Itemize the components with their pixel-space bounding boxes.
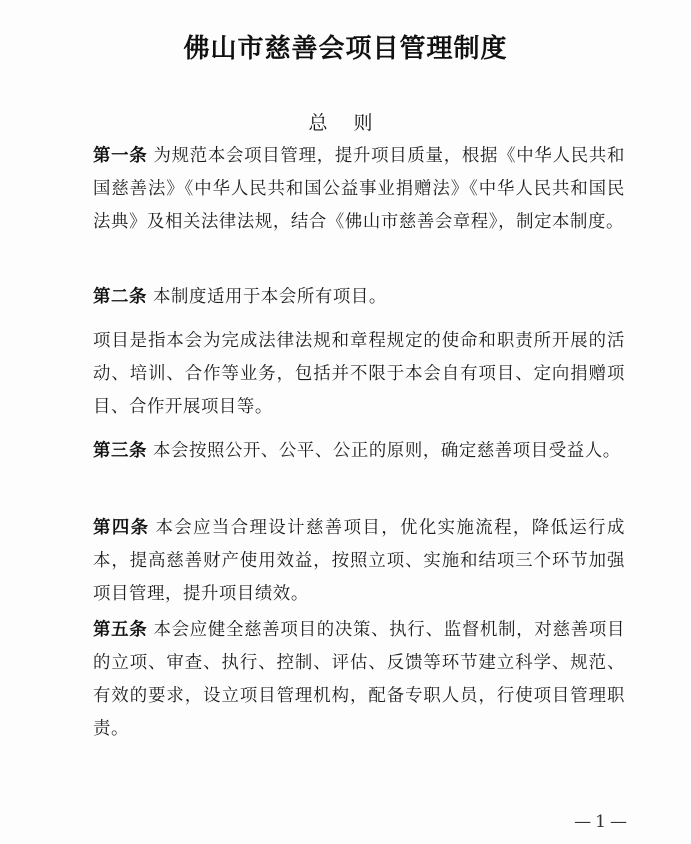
article-label: 第五条 — [93, 620, 148, 640]
paragraph-article-3 — [93, 435, 625, 468]
paragraph-text: 项目是指本会为完成法律法规和章程规定的使命和职责所开展的活动、培训、合作等业务，包括并不限于本会自有项目、定向捐赠项目、合作开展项目等。 — [93, 331, 625, 417]
paragraph-article-4 — [93, 512, 625, 611]
article-text: 本会应健全慈善项目的决策、执行、监督机制，对慈善项目的立项、审查、执行、控制、评估、反馈等环节建立科学、规范、有效的要求，设立项目管理机构，配备专职人员，行使项目管理职责。 — [93, 620, 625, 739]
document-title: 佛山市慈善会项目管理制度 — [183, 34, 508, 64]
article-label: 第三条 — [93, 441, 147, 461]
page-number: —1— — [574, 812, 631, 832]
article-text: 本会应当合理设计慈善项目，优化实施流程，降低运行成本，提高慈善财产使用效益，按照立项、实施和结项三个环节加强项目管理，提升项目绩效。 — [93, 518, 625, 604]
paragraph-article-1 — [93, 140, 625, 239]
paragraph-article-2 — [93, 281, 625, 314]
article-text: 本制度适用于本会所有项目。 — [152, 287, 387, 307]
article-text: 为规范本会项目管理，提升项目质量，根据《中华人民共和国慈善法》《中华人民共和国公益事业捐赠法》《中华人民共和国民法典》及相关法律法规，结合《佛山市慈善会章程》，制定本制度。 — [93, 146, 625, 232]
article-label: 第一条 — [93, 146, 148, 166]
paragraph-article-5 — [93, 614, 625, 746]
paragraph-project-definition — [93, 325, 625, 424]
article-text: 本会按照公开、公平、公正的原则，确定慈善项目受益人。 — [152, 441, 621, 461]
article-label: 第二条 — [93, 287, 147, 307]
article-label: 第四条 — [93, 518, 150, 538]
section-heading: 总 则 — [308, 112, 383, 134]
